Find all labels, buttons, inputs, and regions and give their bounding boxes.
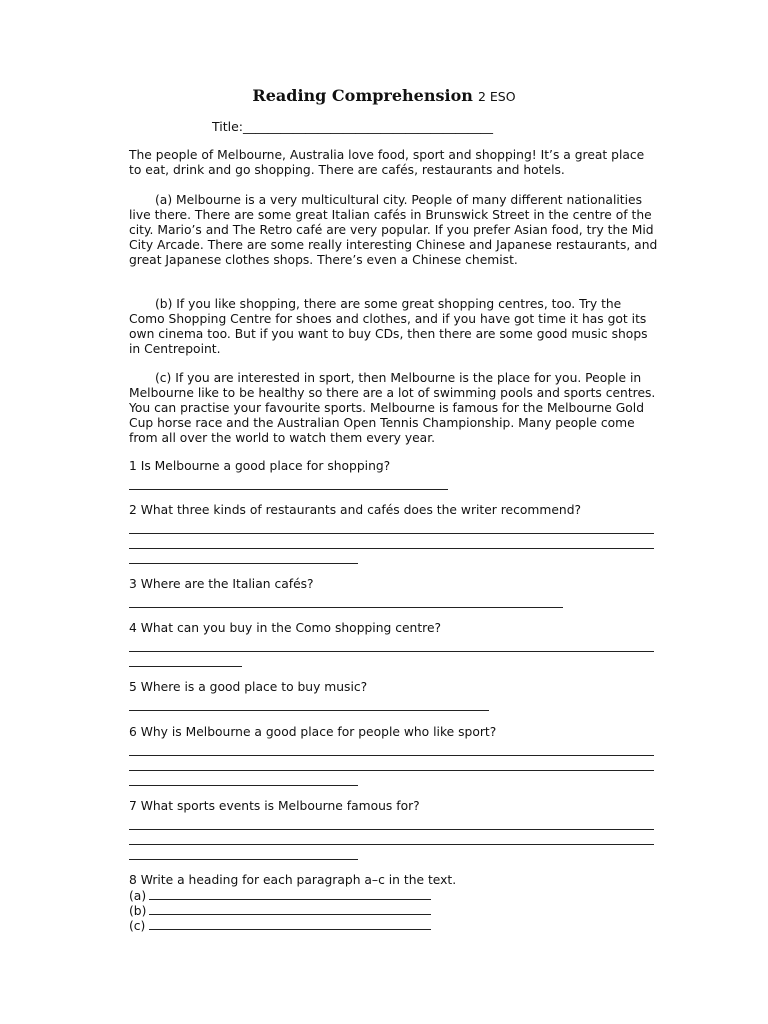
heading-answer-c (129, 918, 456, 933)
question-2-text: 2 What three kinds of restaurants and cafés does the writer recommend? (129, 503, 582, 517)
question-6 (129, 725, 654, 785)
title-main: Reading Comprehension (252, 86, 473, 105)
paragraph-b (129, 297, 659, 357)
question-7 (129, 799, 654, 859)
answer-line[interactable] (129, 548, 358, 564)
question-5 (129, 680, 489, 710)
question-1-text: 1 Is Melbourne a good place for shopping? (129, 459, 391, 473)
heading-label-a: (a) (129, 888, 147, 903)
question-4 (129, 621, 654, 666)
paragraph-c (129, 371, 659, 446)
answer-line[interactable] (129, 844, 358, 860)
question-1 (129, 459, 448, 489)
answer-line[interactable] (129, 474, 448, 490)
answer-line[interactable] (129, 695, 489, 711)
page-title (0, 86, 768, 105)
heading-answer-a (129, 888, 456, 903)
question-5-text: 5 Where is a good place to buy music? (129, 680, 368, 694)
answer-line[interactable] (129, 651, 242, 667)
heading-label-c: (c) (129, 918, 146, 933)
answer-line[interactable] (129, 770, 358, 786)
answer-line[interactable] (129, 592, 563, 608)
answer-line[interactable] (149, 918, 431, 930)
title-level: 2 ESO (477, 89, 516, 104)
question-8-text: 8 Write a heading for each paragraph a–c in the text. (129, 873, 457, 887)
question-2 (129, 503, 654, 563)
question-8 (129, 873, 456, 933)
answer-line[interactable] (129, 740, 654, 756)
answer-line[interactable] (129, 755, 654, 771)
answer-line[interactable] (129, 829, 654, 845)
answer-line[interactable] (129, 518, 654, 534)
intro-paragraph: The people of Melbourne, Australia love food, sport and shopping! It’s a great place to eat, drink and go shopping. There are cafés, restaurants and hotels. (129, 148, 645, 177)
answer-line[interactable] (129, 533, 654, 549)
question-3-text: 3 Where are the Italian cafés? (129, 577, 314, 591)
question-7-text: 7 What sports events is Melbourne famous for? (129, 799, 420, 813)
question-4-text: 4 What can you buy in the Como shopping centre? (129, 621, 442, 635)
paragraph-a (129, 193, 659, 268)
answer-line[interactable] (129, 814, 654, 830)
question-6-text: 6 Why is Melbourne a good place for people who like sport? (129, 725, 497, 739)
question-3 (129, 577, 563, 607)
answer-line[interactable] (149, 888, 431, 900)
answer-line[interactable] (149, 903, 431, 915)
paragraph-b-text: (b) If you like shopping, there are some great shopping centres, too. Try the Como Shopping Centre for shoes and clothes, and if you have got time it has got its own cinema too. But if you want to buy CDs, then there are some good music shops in Centrepoint. (129, 297, 648, 356)
answer-line[interactable] (129, 636, 654, 652)
paragraph-c-text: (c) If you are interested in sport, then Melbourne is the place for you. People in Melbourne like to be healthy so there are a lot of swimming pools and sports centres. You can practise your favourite sports. Melbourne is famous for the Melbourne Gold Cup horse race and the Australian Open Tennis Championship. Many people come from all over the world to watch them every year. (129, 371, 656, 445)
heading-answer-b (129, 903, 456, 918)
paragraph-a-text: (a) Melbourne is a very multicultural city. People of many different nationalities live there. There are some great Italian cafés in Brunswick Street in the centre of the city. Mario’s and The Retro café are very popular. If you prefer Asian food, try the Mid City Arcade. There are some really interesting Chinese and Japanese restaurants, and great Japanese clothes shops. There’s even a Chinese chemist. (129, 193, 658, 267)
title-field[interactable]: Title:________________________________________ (212, 119, 493, 134)
heading-label-b: (b) (129, 903, 147, 918)
